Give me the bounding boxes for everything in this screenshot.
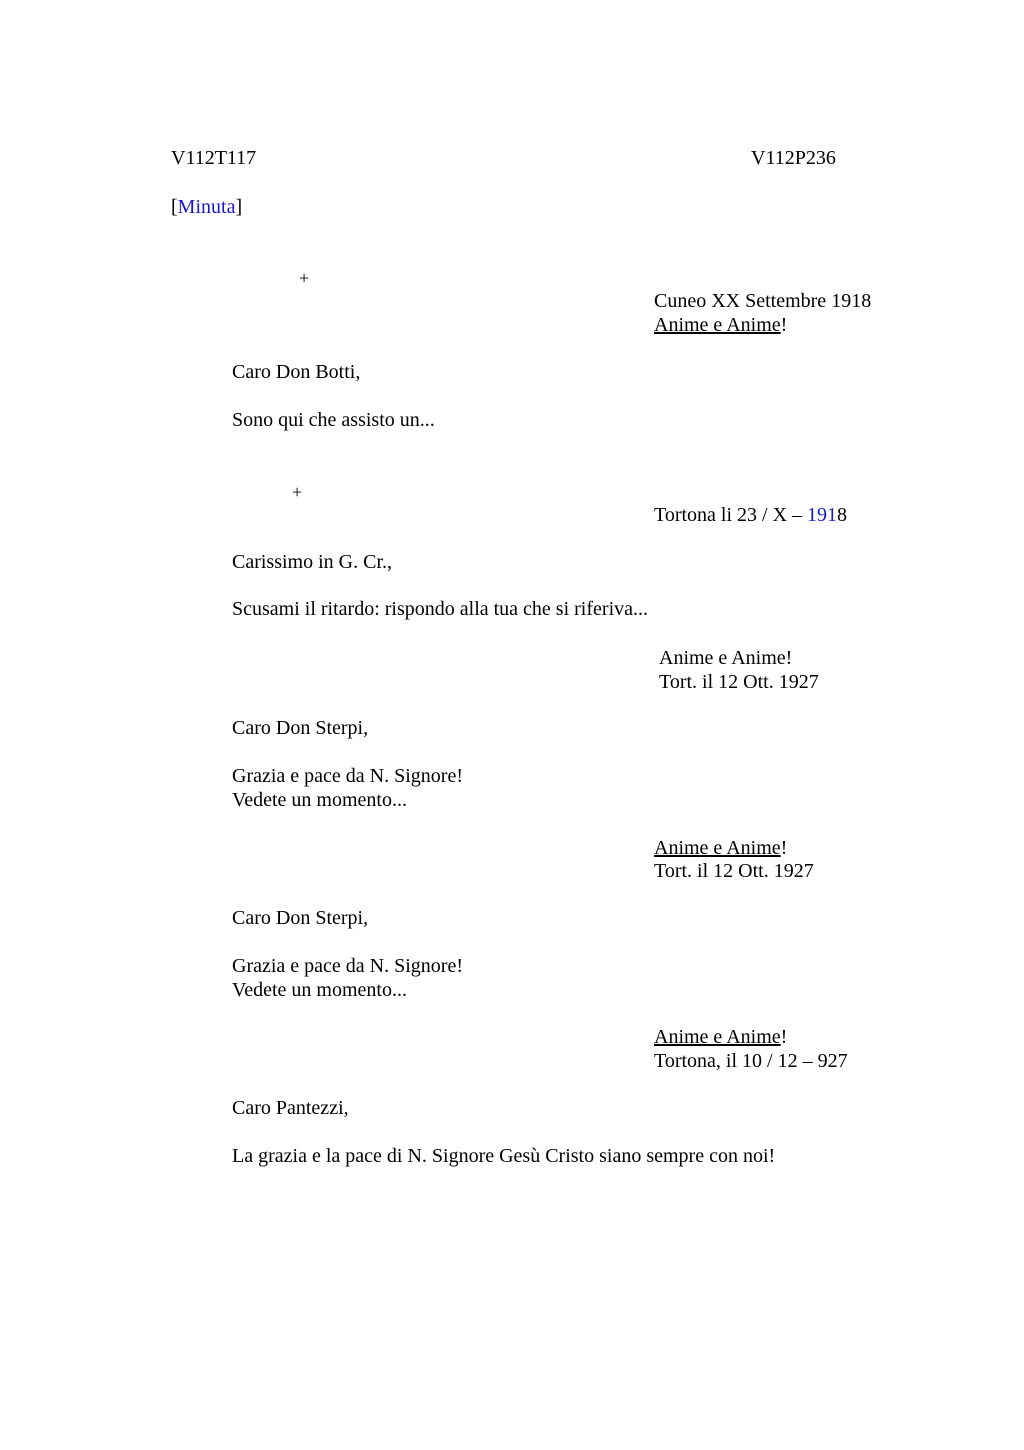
place-date-suffix: 8 [837, 504, 848, 526]
cross-symbol: + [299, 268, 310, 288]
motto-suffix: ! [780, 314, 788, 336]
minuta-label: Minuta [177, 196, 236, 218]
letter-5-motto [654, 1025, 787, 1049]
place-date-prefix: Tortona li 23 / X – [654, 504, 808, 526]
motto-suffix: ! [780, 1026, 788, 1048]
letter-4-salutation: Caro Don Sterpi, [232, 907, 369, 929]
bracket-close: ] [235, 196, 243, 218]
motto-suffix: ! [780, 837, 788, 859]
motto-text: Anime e Anime [654, 837, 781, 859]
letter-3-body-line-1: Grazia e pace da N. Signore! [232, 765, 463, 787]
motto-text: Anime e Anime [654, 1026, 781, 1048]
motto-text: Anime e Anime [654, 314, 781, 336]
letter-2-place-date [654, 503, 847, 527]
letter-1-motto [654, 313, 787, 337]
letter-4-place-date: Tort. il 12 Ott. 1927 [654, 860, 814, 882]
letter-3-place-date: Tort. il 12 Ott. 1927 [659, 671, 819, 693]
letter-3-motto: Anime e Anime! [659, 647, 793, 669]
letter-2-salutation: Carissimo in G. Cr., [232, 551, 393, 573]
letter-1-salutation: Caro Don Botti, [232, 361, 361, 383]
letter-5-salutation: Caro Pantezzi, [232, 1097, 349, 1119]
letter-1-place-date: Cuneo XX Settembre 1918 [654, 290, 872, 312]
letter-4-body-line-1: Grazia e pace da N. Signore! [232, 955, 463, 977]
letter-3-salutation: Caro Don Sterpi, [232, 717, 369, 739]
letter-5-body: La grazia e la pace di N. Signore Gesù Cristo siano sempre con noi! [232, 1145, 776, 1167]
document-code-right: V112P236 [751, 147, 836, 169]
letter-2-body: Scusami il ritardo: rispondo alla tua che si riferiva... [232, 598, 648, 620]
letter-3-body-line-2: Vedete un momento... [232, 789, 407, 811]
letter-4-body-line-2: Vedete un momento... [232, 979, 407, 1001]
place-date-highlight: 191 [807, 504, 838, 526]
document-code-left: V112T117 [171, 147, 257, 169]
minuta-note [171, 195, 242, 219]
bracket-open: [ [171, 196, 178, 218]
letter-1-body: Sono qui che assisto un... [232, 409, 435, 431]
cross-symbol: + [292, 482, 303, 502]
letter-5-place-date: Tortona, il 10 / 12 – 927 [654, 1050, 848, 1072]
letter-4-motto [654, 836, 787, 860]
